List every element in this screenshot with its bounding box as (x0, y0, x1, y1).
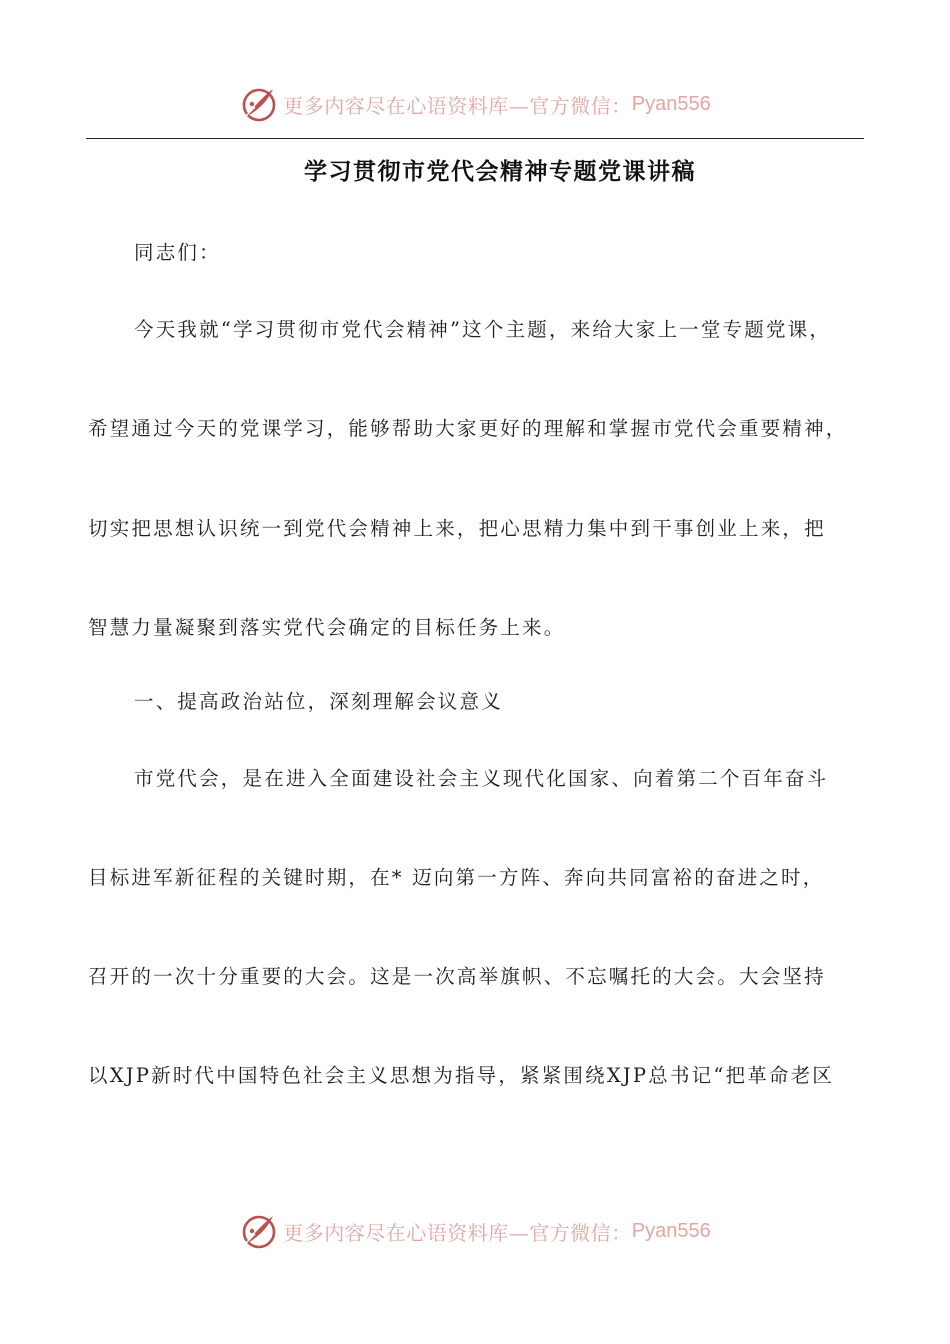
quill-pen-logo-icon (239, 1211, 279, 1251)
banner-wechat-id: Pyan556 (631, 92, 711, 115)
footer-watermark-banner (0, 1209, 950, 1253)
quill-pen-logo-icon (239, 84, 279, 124)
header-divider (86, 138, 864, 139)
paragraph-line: 市党代会，是在进入全面建设社会主义现代化国家、向着第二个百年奋斗 (134, 767, 829, 790)
paragraph-line: 目标进军新征程的关键时期，在* 迈向第一方阵、奔向共同富裕的奋进之时， (88, 866, 825, 889)
paragraph-line: 召开的一次十分重要的大会。这是一次高举旗帜、不忘嘱托的大会。大会坚持 (88, 965, 826, 988)
banner-wechat-id: Pyan556 (631, 1219, 711, 1242)
paragraph-line: 切实把思想认识统一到党代会精神上来，把心思精力集中到干事创业上来，把 (88, 517, 826, 540)
document-title: 学习贯彻市党代会精神专题党课讲稿 (304, 159, 696, 185)
paragraph-line: 智慧力量凝聚到落实党代会确定的目标任务上来。 (88, 616, 566, 639)
salutation: 同志们： (134, 241, 221, 264)
banner-text: 更多内容尽在心语资料库—官方微信： (283, 1220, 632, 1245)
paragraph-line: 以XJP新时代中国特色社会主义思想为指导，紧紧围绕XJP总书记“把革命老区 (88, 1064, 835, 1087)
header-watermark-banner (0, 82, 950, 126)
paragraph-line: 今天我就“学习贯彻市党代会精神”这个主题，来给大家上一堂专题党课， (134, 318, 832, 341)
paragraph-line: 希望通过今天的党课学习，能够帮助大家更好的理解和掌握市党代会重要精神， (88, 417, 848, 440)
section-heading: 一、提高政治站位，深刻理解会议意义 (134, 690, 503, 713)
banner-text: 更多内容尽在心语资料库—官方微信： (283, 93, 632, 118)
